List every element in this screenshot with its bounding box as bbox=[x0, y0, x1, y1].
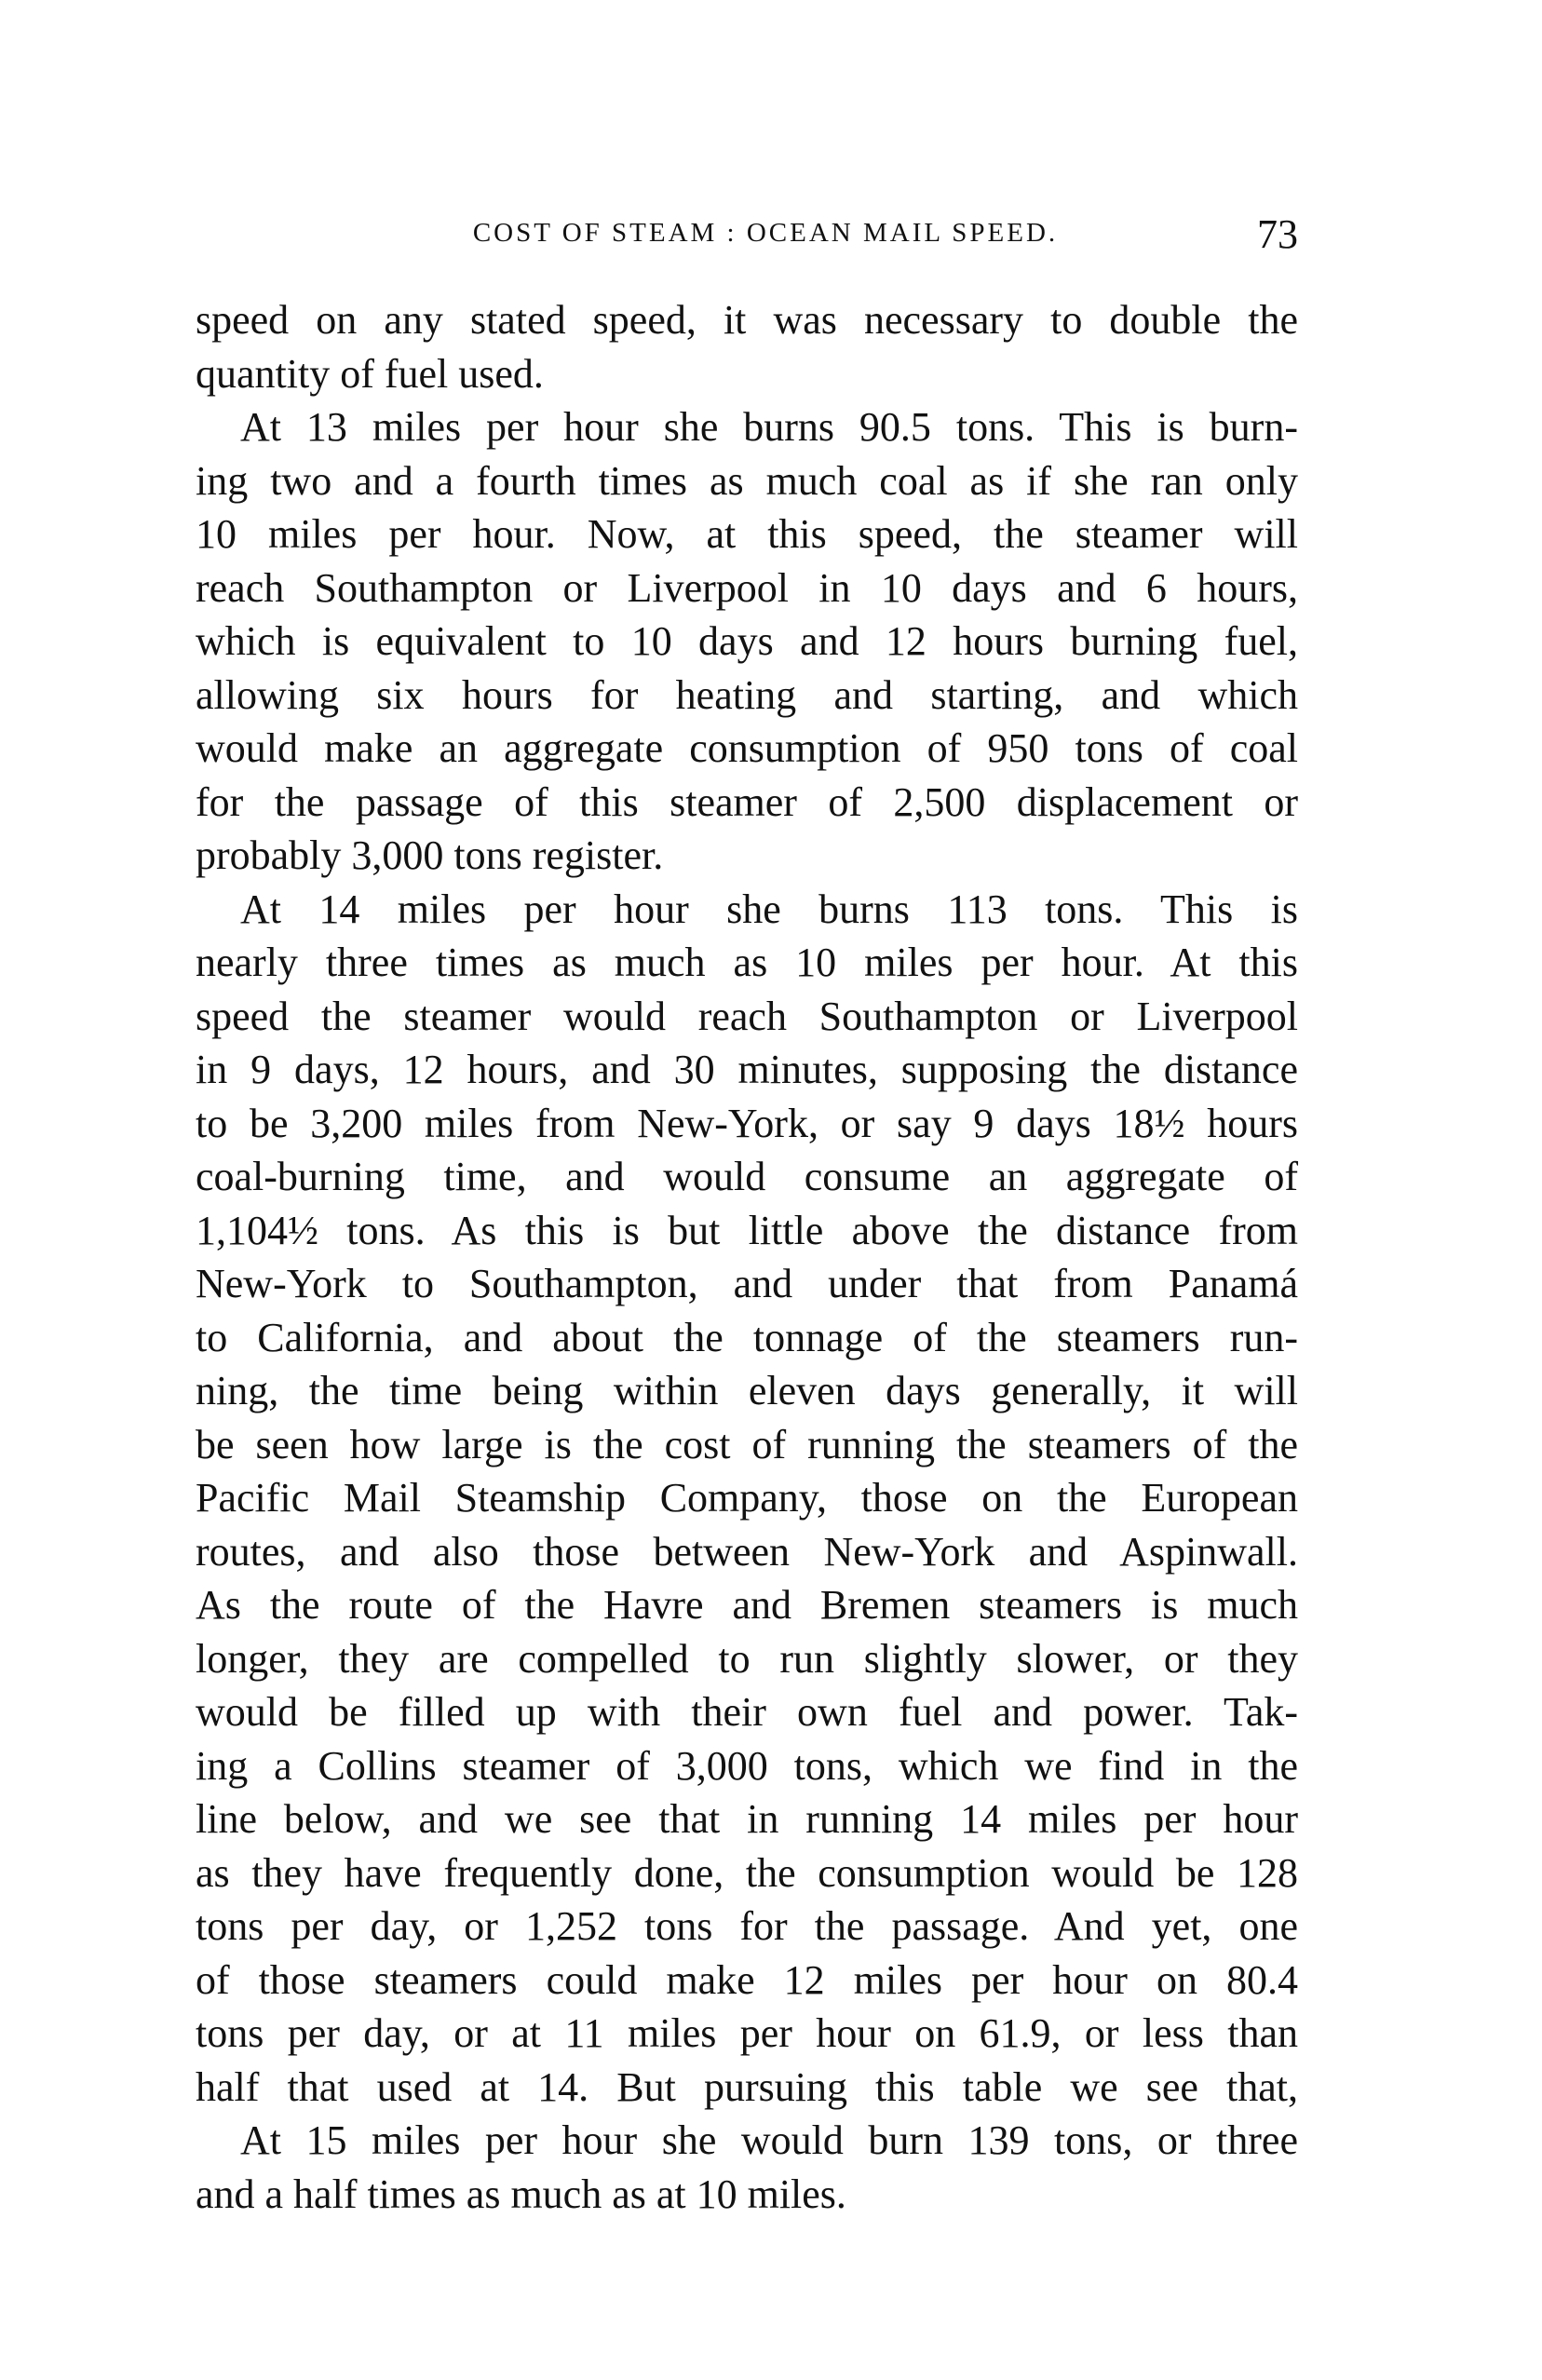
text-line: speed the steamer would reach Southampton or Liverpool bbox=[196, 993, 1298, 1039]
text-line: Pacific Mail Steamship Company, those on the European bbox=[196, 1475, 1298, 1521]
text-line: be seen how large is the cost of running the steamers of the bbox=[196, 1421, 1298, 1467]
text-line: tons per day, or at 11 miles per hour on 61.9, or less than bbox=[196, 2010, 1298, 2056]
text-line: would be filled up with their own fuel and power. Tak- bbox=[196, 1689, 1298, 1735]
text-line: At 15 miles per hour she would burn 139 tons, or three bbox=[240, 2117, 1298, 2163]
text-line: ing a Collins steamer of 3,000 tons, which we find in the bbox=[196, 1742, 1298, 1789]
text-line: to be 3,200 miles from New-York, or say 9 days 18½ hours bbox=[196, 1100, 1298, 1146]
text-line: and a half times as much as at 10 miles. bbox=[196, 2170, 846, 2217]
page-header bbox=[196, 210, 1298, 257]
text-line: of those steamers could make 12 miles per hour on 80.4 bbox=[196, 1956, 1298, 2003]
text-line: longer, they are compelled to run slightly slower, or they bbox=[196, 1635, 1298, 1682]
text-line: to California, and about the tonnage of the steamers run- bbox=[196, 1314, 1298, 1360]
text-line: At 14 miles per hour she burns 113 tons. This is bbox=[240, 886, 1298, 932]
text-line: nearly three times as much as 10 miles per hour. At this bbox=[196, 940, 1298, 985]
text-line: 10 miles per hour. Now, at this speed, the steamer will bbox=[196, 511, 1298, 557]
text-line: ing two and a fourth times as much coal as if she ran only bbox=[196, 457, 1298, 504]
text-line: coal-burning time, and would consume an aggregate of bbox=[196, 1154, 1298, 1199]
text-line: would make an aggregate consumption of 950 tons of coal bbox=[196, 725, 1298, 771]
text-line: speed on any stated speed, it was necessary to double the bbox=[196, 297, 1298, 343]
text-line: in 9 days, 12 hours, and 30 minutes, supposing the distance bbox=[196, 1047, 1298, 1092]
text-line: routes, and also those between New-York and Aspinwall. bbox=[196, 1528, 1298, 1575]
text-line: which is equivalent to 10 days and 12 hours burning fuel, bbox=[196, 618, 1298, 664]
text-line: line below, and we see that in running 14 miles per hour bbox=[196, 1796, 1298, 1842]
text-line: reach Southampton or Liverpool in 10 days and 6 hours, bbox=[196, 564, 1298, 611]
text-line: New-York to Southampton, and under that from Panamá bbox=[196, 1261, 1298, 1306]
text-line: quantity of fuel used. bbox=[196, 350, 544, 397]
text-line: as they have frequently done, the consumption would be 128 bbox=[196, 1849, 1298, 1896]
text-line: probably 3,000 tons register. bbox=[196, 832, 664, 878]
running-title: COST OF STEAM : OCEAN MAIL SPEED. bbox=[472, 218, 1059, 248]
text-line: ning, the time being within eleven days generally, it will bbox=[196, 1368, 1298, 1413]
body-text bbox=[196, 293, 1298, 2221]
text-line: 1,104½ tons. As this is but little above the distance from bbox=[196, 1207, 1298, 1253]
text-line: allowing six hours for heating and starting, and which bbox=[196, 671, 1298, 718]
text-line: At 13 miles per hour she burns 90.5 tons. This is burn- bbox=[240, 404, 1298, 450]
text-line: half that used at 14. But pursuing this table we see that, bbox=[196, 2063, 1298, 2110]
page-number: 73 bbox=[1257, 211, 1298, 257]
text-line: tons per day, or 1,252 tons for the passage. And yet, one bbox=[196, 1903, 1298, 1949]
text-line: for the passage of this steamer of 2,500 displacement or bbox=[196, 778, 1298, 825]
text-line: As the route of the Havre and Bremen steamers is much bbox=[196, 1582, 1298, 1628]
